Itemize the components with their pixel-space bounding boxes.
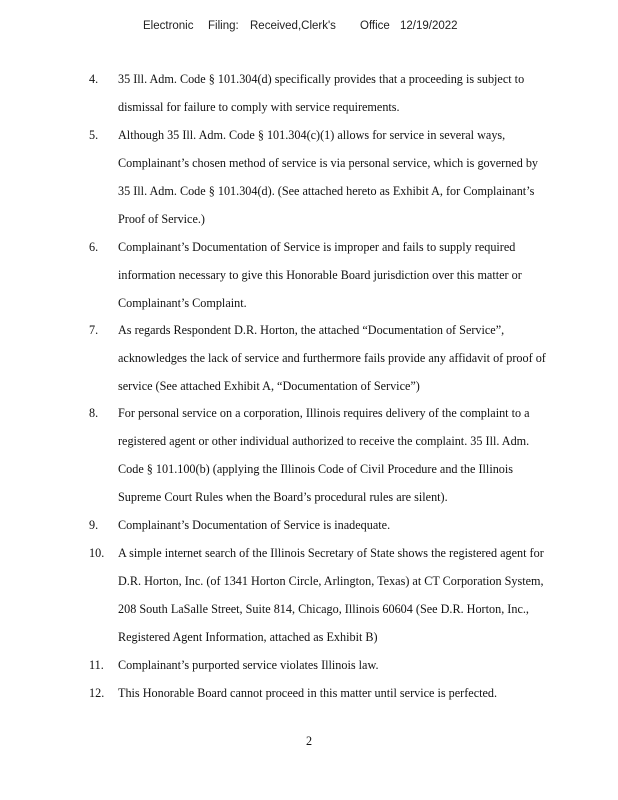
- paragraph-number: 4.: [89, 72, 99, 86]
- paragraph-line: Although 35 Ill. Adm. Code § 101.304(c)(1) allows for service in several ways,: [118, 128, 506, 142]
- electronic-filing-header: [0, 20, 618, 38]
- header-office: Office: [360, 20, 390, 32]
- paragraph-line: Registered Agent Information, attached as Exhibit B): [118, 630, 378, 644]
- paragraph-line: acknowledges the lack of service and furthermore fails provide any affidavit of proof of: [118, 351, 546, 365]
- paragraph-line: service (See attached Exhibit A, “Documentation of Service”): [118, 379, 420, 393]
- paragraph-line: As regards Respondent D.R. Horton, the attached “Documentation of Service”,: [118, 323, 505, 337]
- paragraph-line: 35 Ill. Adm. Code § 101.304(d) specifically provides that a proceeding is subject to: [118, 72, 525, 86]
- paragraph-line: This Honorable Board cannot proceed in this matter until service is perfected.: [118, 686, 498, 700]
- paragraph-line: registered agent or other individual authorized to receive the complaint. 35 Ill. Adm.: [118, 434, 530, 448]
- paragraph-line: A simple internet search of the Illinois Secretary of State shows the registered agent for: [118, 546, 544, 560]
- paragraph-line: Supreme Court Rules when the Board’s procedural rules are silent).: [118, 490, 448, 504]
- paragraph-number: 6.: [89, 240, 99, 254]
- header-received-clerks: Received,Clerk's: [250, 20, 336, 32]
- paragraph-number: 10.: [89, 546, 105, 560]
- paragraph-number: 12.: [89, 686, 105, 700]
- paragraph-line: 35 Ill. Adm. Code § 101.304(d). (See attached hereto as Exhibit A, for Complainant’s: [118, 184, 535, 198]
- header-filing: Filing:: [208, 20, 239, 32]
- page-number: 2: [305, 734, 313, 748]
- paragraph-line: D.R. Horton, Inc. (of 1341 Horton Circle, Arlington, Texas) at CT Corporation System,: [118, 574, 544, 588]
- paragraph-line: dismissal for failure to comply with service requirements.: [118, 100, 400, 114]
- header-electronic: Electronic: [143, 20, 194, 32]
- paragraph-number: 9.: [89, 518, 99, 532]
- paragraph-line: Complainant’s purported service violates Illinois law.: [118, 658, 379, 672]
- paragraph-number: 7.: [89, 323, 99, 337]
- paragraph-number: 11.: [89, 658, 104, 672]
- paragraph-line: Complainant’s Complaint.: [118, 296, 247, 310]
- paragraph-line: Complainant’s Documentation of Service is inadequate.: [118, 518, 391, 532]
- paragraph-number: 5.: [89, 128, 99, 142]
- paragraph-line: For personal service on a corporation, Illinois requires delivery of the complaint to a: [118, 406, 530, 420]
- paragraph-line: Complainant’s Documentation of Service is improper and fails to supply required: [118, 240, 516, 254]
- paragraph-number: 8.: [89, 406, 99, 420]
- paragraph-line: Proof of Service.): [118, 212, 205, 226]
- paragraph-line: Complainant’s chosen method of service is via personal service, which is governed by: [118, 156, 539, 170]
- paragraph-line: information necessary to give this Honorable Board jurisdiction over this matter or: [118, 268, 522, 282]
- paragraph-line: Code § 101.100(b) (applying the Illinois Code of Civil Procedure and the Illinois: [118, 462, 514, 476]
- header-date: 12/19/2022: [400, 20, 458, 32]
- paragraph-line: 208 South LaSalle Street, Suite 814, Chicago, Illinois 60604 (See D.R. Horton, Inc.,: [118, 602, 529, 616]
